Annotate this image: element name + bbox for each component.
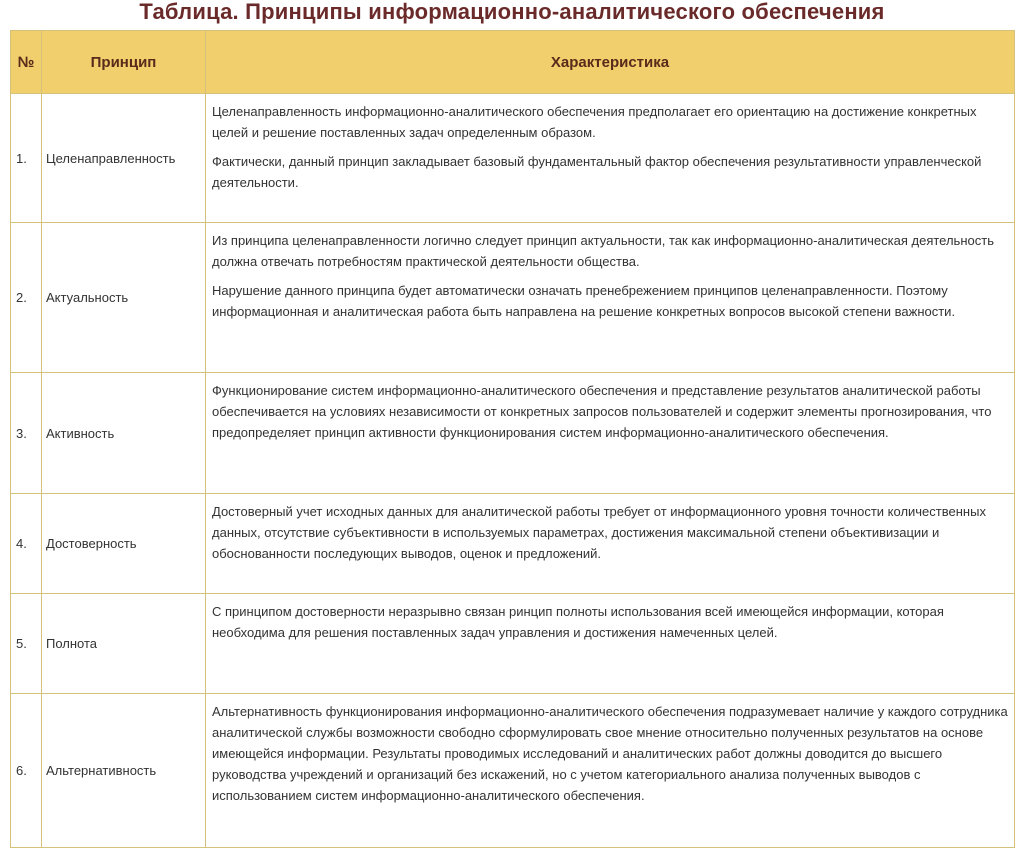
header-num: № — [11, 31, 42, 94]
characteristic-paragraph: Альтернативность функционирования информационно-аналитического обеспечения подразумевает наличие у каждого сотрудника аналитической службы возможности свободно сформулировать свое мнение относительно полученных результатов на основе имеющейся информации. Результаты проводимых исследований и аналитических работ должны доводится до высшего руководства учреждений и организаций без искажений, но с учетом категориального анализа полученных выводов с использованием систем информационно-аналитического обеспечения. — [212, 704, 1008, 803]
table-row — [11, 694, 1015, 848]
row-characteristic — [206, 94, 1015, 223]
characteristic-paragraph: Функционирование систем информационно-аналитического обеспечения и представление результатов аналитической работы обеспечивается на условиях независимости от конкретных запросов пользователей и содержит элементы прогнозирования, что предопределяет принцип активности функционирования систем информационно-аналитического обеспечения. — [212, 383, 992, 440]
table-row — [11, 494, 1015, 594]
principles-table — [10, 30, 1015, 848]
characteristic-paragraph: Достоверный учет исходных данных для аналитической работы требует от информационного уровня точности количественных данных, отсутствие субъективности в используемых параметрах, достижения максимальной степени объективизации и обоснованности последующих выводов, оценок и предложений. — [212, 504, 986, 561]
row-characteristic — [206, 594, 1015, 694]
header-characteristic: Характеристика — [206, 31, 1015, 94]
page-title: Таблица. Принципы информационно-аналитического обеспечения — [139, 0, 885, 24]
row-characteristic — [206, 223, 1015, 373]
header-principle: Принцип — [42, 31, 206, 94]
table-row — [11, 223, 1015, 373]
row-principle: Целенаправленность — [42, 94, 206, 223]
row-principle: Достоверность — [42, 494, 206, 594]
row-number: 1. — [11, 94, 42, 223]
row-principle: Активность — [42, 373, 206, 494]
characteristic-paragraph: Нарушение данного принципа будет автоматически означать пренебрежением принципов целенаправленности. Поэтому информационная и аналитическая работа быть направлена на решение конкретных вопросов высокой степени важности. — [212, 283, 956, 319]
row-number: 2. — [11, 223, 42, 373]
row-characteristic — [206, 373, 1015, 494]
row-number: 6. — [11, 694, 42, 848]
table-row — [11, 594, 1015, 694]
row-number: 5. — [11, 594, 42, 694]
characteristic-paragraph: Из принципа целенаправленности логично следует принцип актуальности, так как информационно-аналитическая деятельность должна отвечать потребностям практической деятельности общества. — [212, 233, 994, 269]
row-number: 3. — [11, 373, 42, 494]
row-characteristic — [206, 494, 1015, 594]
row-principle: Альтернативность — [42, 694, 206, 848]
row-principle: Полнота — [42, 594, 206, 694]
characteristic-paragraph: Фактически, данный принцип закладывает базовый фундаментальный фактор обеспечения результативности управленческой деятельности. — [212, 154, 982, 190]
characteristic-paragraph: С принципом достоверности неразрывно связан ринцип полноты использования всей имеющейся информации, которая необходима для решения поставленных задач управления и достижения намеченных целей. — [212, 604, 944, 640]
row-characteristic — [206, 694, 1015, 848]
table-row — [11, 373, 1015, 494]
table-header-row — [11, 31, 1015, 94]
table-row — [11, 94, 1015, 223]
row-principle: Актуальность — [42, 223, 206, 373]
characteristic-paragraph: Целенаправленность информационно-аналитического обеспечения предполагает его ориентацию на достижение конкретных целей и решение поставленных задач определенным образом. — [212, 104, 977, 140]
row-number: 4. — [11, 494, 42, 594]
